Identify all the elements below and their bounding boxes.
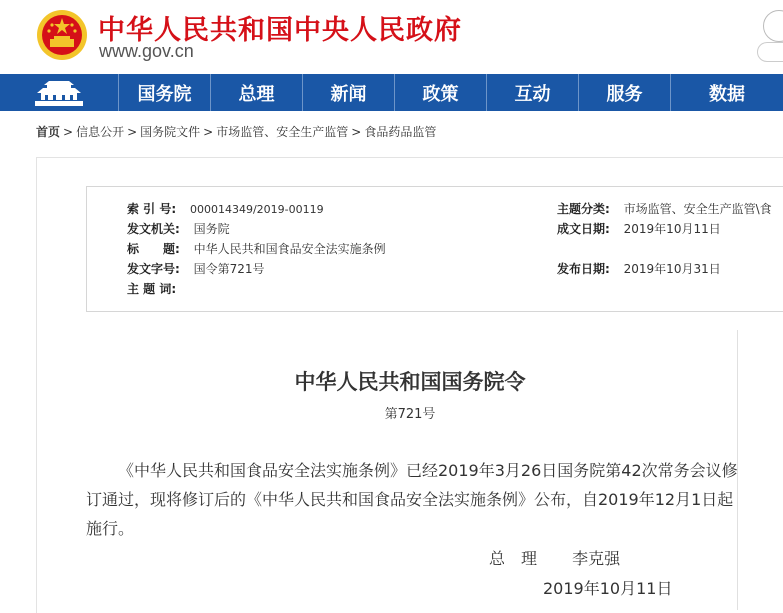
signer-title: 总 理 [489, 549, 538, 568]
breadcrumb-separator: > [203, 125, 214, 139]
nav-item-premier[interactable]: 总理 [211, 74, 303, 111]
publish-date-label: 发布日期: [557, 262, 610, 276]
site-header [0, 0, 783, 74]
docno-label: 发文字号: [127, 262, 180, 276]
breadcrumb-item[interactable]: 食品药品监管 [364, 125, 437, 139]
nav-item-data[interactable]: 数据 [709, 83, 745, 105]
nav-item-services[interactable]: 服务 [579, 74, 671, 111]
nav-item-interaction[interactable]: 互动 [487, 74, 579, 111]
main-nav [0, 74, 783, 111]
docno-row [127, 260, 265, 277]
title-row [127, 240, 386, 257]
document-date: 2019年10月11日 [543, 579, 673, 598]
title-label: 标 题: [127, 242, 180, 256]
nav-item-news[interactable]: 新闻 [303, 74, 395, 111]
index-value: 000014349/2019-00119 [189, 203, 324, 216]
search-icon[interactable] [763, 10, 783, 42]
nav-item-policy[interactable]: 政策 [395, 74, 487, 111]
breadcrumb-separator: > [127, 125, 138, 139]
issuer-value: 国务院 [193, 222, 230, 236]
document-body: 《中华人民共和国食品安全法实施条例》已经2019年3月26日国务院第42次常务会议修订通过，现将修订后的《中华人民共和国食品安全法实施条例》公布，自2019年12月1日起施行。 [86, 461, 738, 538]
publish-date-value: 2019年10月31日 [623, 262, 721, 276]
issuer-label: 发文机关: [127, 222, 180, 236]
document-title: 中华人民共和国国务院令 [294, 369, 526, 394]
nav-home-button[interactable] [0, 74, 119, 111]
national-emblem-icon[interactable] [36, 9, 88, 61]
written-date-value: 2019年10月11日 [623, 222, 721, 236]
site-title[interactable]: 中华人民共和国中央人民政府 [98, 15, 462, 46]
topic-row [557, 200, 772, 217]
publish-date-row [557, 260, 721, 277]
topic-value: 市场监管、安全生产监管\食 [623, 202, 772, 216]
topic-label: 主题分类: [557, 202, 610, 216]
written-date-label: 成文日期: [557, 222, 610, 236]
issuer-row [127, 220, 230, 237]
keywords-row [127, 280, 176, 297]
document-info-box [86, 186, 783, 312]
nav-item-state-council[interactable]: 国务院 [119, 74, 211, 111]
document-number: 第721号 [384, 407, 436, 422]
breadcrumb-item[interactable]: 信息公开 [76, 125, 125, 139]
breadcrumb-home[interactable]: 首页 [36, 125, 61, 139]
breadcrumb [36, 123, 436, 140]
keywords-label: 主 题 词: [127, 282, 177, 296]
index-row [127, 200, 324, 217]
tiananmen-icon [29, 79, 89, 107]
search-input[interactable] [757, 42, 783, 62]
site-url[interactable]: www.gov.cn [99, 41, 194, 61]
breadcrumb-item[interactable]: 国务院文件 [140, 125, 201, 139]
breadcrumb-separator: > [63, 125, 74, 139]
title-value: 中华人民共和国食品安全法实施条例 [193, 242, 386, 256]
docno-value: 国令第721号 [193, 262, 265, 276]
index-label: 索 引 号: [127, 202, 177, 216]
written-date-row [557, 220, 721, 237]
breadcrumb-item[interactable]: 市场监管、安全生产监管 [216, 125, 349, 139]
signer-name: 李克强 [572, 549, 621, 568]
signer-line [489, 546, 620, 569]
breadcrumb-separator: > [351, 125, 362, 139]
